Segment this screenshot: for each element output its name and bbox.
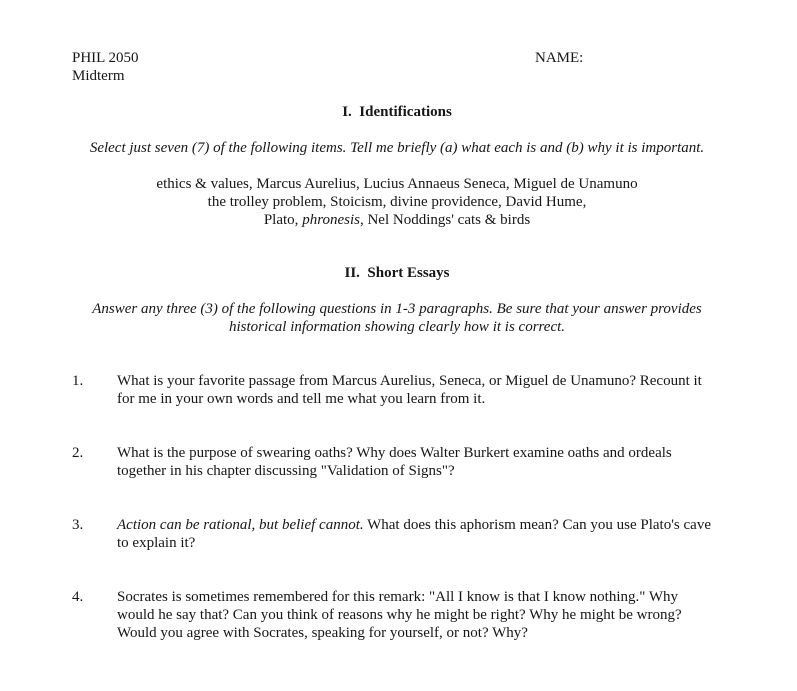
section-1-instructions: Select just seven (7) of the following items. Tell me briefly (a) what each is and (b) why it is important. [89, 140, 705, 156]
question-text: What is your favorite passage from Marcus Aurelius, Seneca, or Miguel de Unamuno? Recount it for me in your own words and tell me what you learn from it. [117, 373, 702, 407]
section-1-heading: I. Identifications [342, 104, 452, 120]
question-text: What is the purpose of swearing oaths? Why does Walter Burkert examine oaths and ordeals together in his chapter discussing "Validation of Signs"? [117, 445, 672, 479]
question-3-italic-aphorism: Action can be rational, but belief cannot. [117, 517, 364, 533]
question-3-text-rest: What does this aphorism mean? Can you use Plato's cave to explain it? [117, 517, 711, 551]
section-2-instructions [72, 300, 722, 336]
identification-items [72, 175, 722, 229]
course-subtitle: Midterm [72, 68, 125, 84]
question-number: 1. [72, 373, 84, 389]
question-item-3 [72, 516, 722, 552]
section-2-instructions-line-2: historical information showing clearly how it is correct. [228, 319, 566, 335]
question-item-1 [72, 372, 722, 408]
question-text: Socrates is sometimes remembered for this remark: "All I know is that I know nothing." Why would he say that? Can you think of reasons why he might be right? Why he might be wrong? Would you agree with Socrates, speaking for yourself, or not? Why? [117, 589, 682, 641]
items-line-3-italic-term: phronesis [302, 212, 360, 228]
items-line-3-pre: Plato, [263, 212, 303, 228]
course-code: PHIL 2050 [72, 50, 139, 66]
question-item-2 [72, 444, 722, 480]
section-2-heading: II. Short Essays [344, 265, 450, 281]
question-text [117, 516, 718, 552]
identification-items-line-3 [72, 211, 722, 229]
question-number: 2. [72, 445, 84, 461]
question-number: 3. [72, 517, 84, 533]
doc-header [72, 49, 722, 85]
name-label: NAME: [535, 50, 584, 66]
question-number: 4. [72, 589, 84, 605]
section-2-instructions-line-1: Answer any three (3) of the following questions in 1-3 paragraphs. Be sure that your answer provides [92, 301, 702, 317]
question-list [72, 372, 722, 642]
identification-items-line-1: ethics & values, Marcus Aurelius, Lucius Annaeus Seneca, Miguel de Unamuno [156, 176, 638, 192]
items-line-3-post: , Nel Noddings' cats & birds [359, 212, 531, 228]
course-block [72, 49, 722, 85]
question-item-4 [72, 588, 722, 642]
identification-items-line-2: the trolley problem, Stoicism, divine providence, David Hume, [207, 194, 587, 210]
